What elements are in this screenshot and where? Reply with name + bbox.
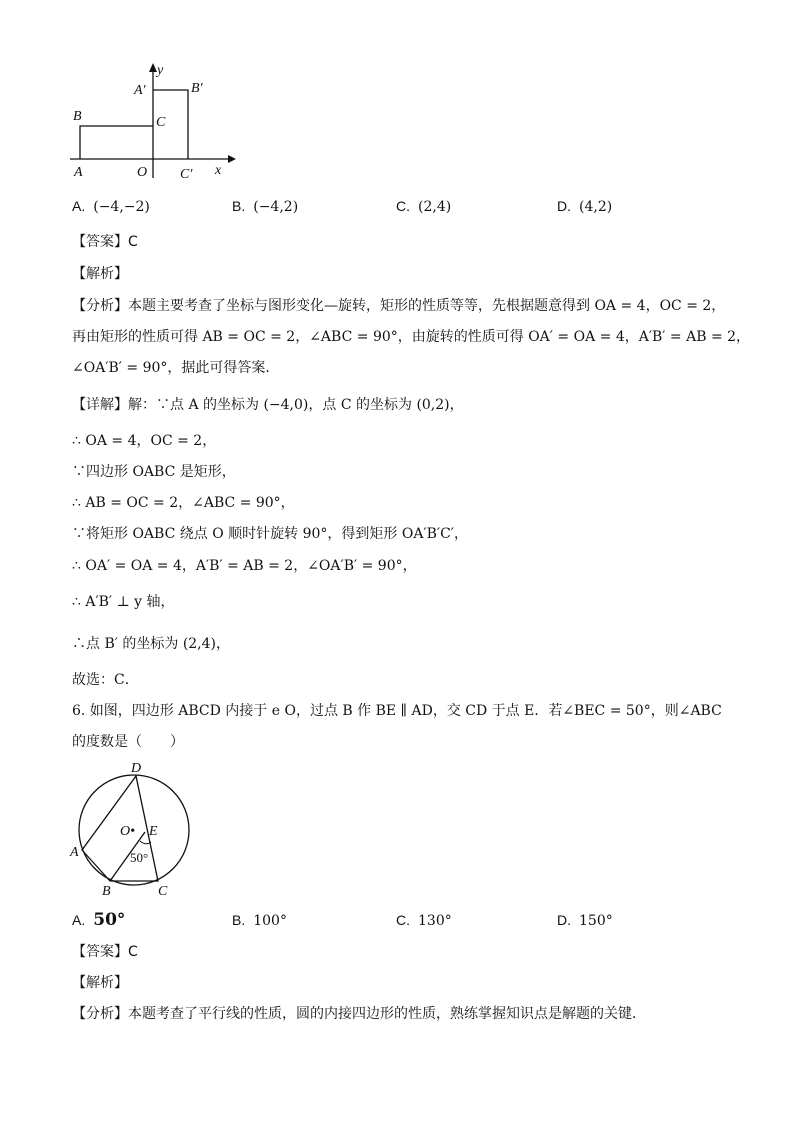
q6-analysis-heading: 【解析】 (72, 975, 128, 991)
label-c: C (156, 115, 166, 130)
q5-detail-line-1: 【详解】解：∵点 A 的坐标为 (−4,0)，点 C 的坐标为 (0,2)， (72, 397, 464, 413)
option-value: (4,2) (579, 199, 613, 215)
q5-option-a (72, 198, 150, 215)
q5-analysis-line-2: 再由矩形的性质可得 AB = OC = 2，∠ABC = 90°，由旋转的性质可得 OA′ = OA = 4，A′B′ = AB = 2， (72, 329, 751, 345)
option-label: A. (72, 198, 86, 214)
option-label: A. (72, 912, 86, 928)
q5-detail-line-4: ∴ AB = OC = 2，∠ABC = 90°， (72, 495, 295, 511)
q6-question-line-2: 的度数是（ ） (72, 734, 184, 750)
q5-detail-line-3: ∵四边形 OABC 是矩形， (72, 464, 236, 480)
circle-figure (62, 758, 202, 900)
q5-analysis-heading: 【解析】 (72, 266, 128, 282)
label-o: O• (120, 824, 136, 839)
q6-option-c (396, 912, 452, 929)
label-d: D (131, 761, 142, 776)
q6-analysis-line: 【分析】本题考查了平行线的性质，圆的内接四边形的性质，熟练掌握知识点是解题的关键． (72, 1006, 646, 1022)
q5-option-b (232, 198, 298, 215)
option-value: (−4,2) (253, 199, 299, 215)
q5-answer: 【答案】C (72, 234, 138, 250)
label-x: x (215, 163, 222, 178)
q6-question-line-1: 6. 如图，四边形 ABCD 内接于 e O，过点 B 作 BE ∥ AD，交 CD 于点 E．若∠BEC = 50°，则∠ABC (72, 703, 722, 719)
option-label: C. (396, 198, 410, 214)
option-label: B. (232, 198, 246, 214)
label-angle: 50° (130, 850, 149, 865)
rectangle-oabc (80, 126, 153, 159)
q5-option-c (396, 198, 451, 215)
option-label: C. (396, 912, 410, 928)
label-c-prime: C′ (180, 167, 193, 182)
q5-detail-line-9: 故选：C． (72, 672, 139, 688)
label-a: A (74, 165, 83, 180)
q6-option-b (232, 912, 287, 929)
q5-detail-line-5: ∵将矩形 OABC 绕点 O 顺时针旋转 90°，得到矩形 OA′B′C′， (72, 526, 468, 542)
q6-answer: 【答案】C (72, 944, 138, 960)
option-label: D. (557, 912, 571, 928)
rotation-figure (60, 58, 250, 188)
label-b-prime: B′ (191, 81, 203, 96)
q6-option-a (72, 910, 125, 930)
q5-detail-line-7: ∴ A′B′ ⊥ y 轴， (72, 594, 175, 610)
label-b: B (102, 884, 111, 899)
q5-detail-line-2: ∴ OA = 4，OC = 2， (72, 433, 217, 449)
q5-detail-line-6: ∴ OA′ = OA = 4，A′B′ = AB = 2，∠OA′B′ = 90°， (72, 558, 417, 574)
label-c: C (158, 884, 168, 899)
option-value: 100° (253, 913, 287, 929)
q5-analysis-line-3: ∠OA′B′ = 90°，据此可得答案． (72, 360, 280, 376)
option-value: 150° (579, 913, 613, 929)
label-a: A (70, 845, 79, 860)
label-o: O (137, 165, 148, 180)
option-value: 130° (418, 913, 452, 929)
label-a-prime: A′ (134, 83, 146, 98)
option-value: (2,4) (418, 199, 452, 215)
q5-option-d (557, 198, 612, 215)
q5-detail-line-8: ∴点 B′ 的坐标为 (2,4)， (72, 636, 231, 652)
label-y: y (157, 63, 164, 78)
label-e: E (149, 824, 158, 839)
option-value: 50° (93, 910, 126, 930)
q5-analysis-line-1: 【分析】本题主要考查了坐标与图形变化—旋转，矩形的性质等等，先根据题意得到 OA = 4，OC = 2， (72, 298, 726, 314)
q6-option-d (557, 912, 613, 929)
x-axis-arrow (228, 155, 236, 163)
option-label: D. (557, 198, 571, 214)
label-b: B (73, 109, 82, 124)
option-label: B. (232, 912, 246, 928)
option-value: (−4,−2) (93, 199, 150, 215)
y-axis-arrow (149, 63, 157, 72)
